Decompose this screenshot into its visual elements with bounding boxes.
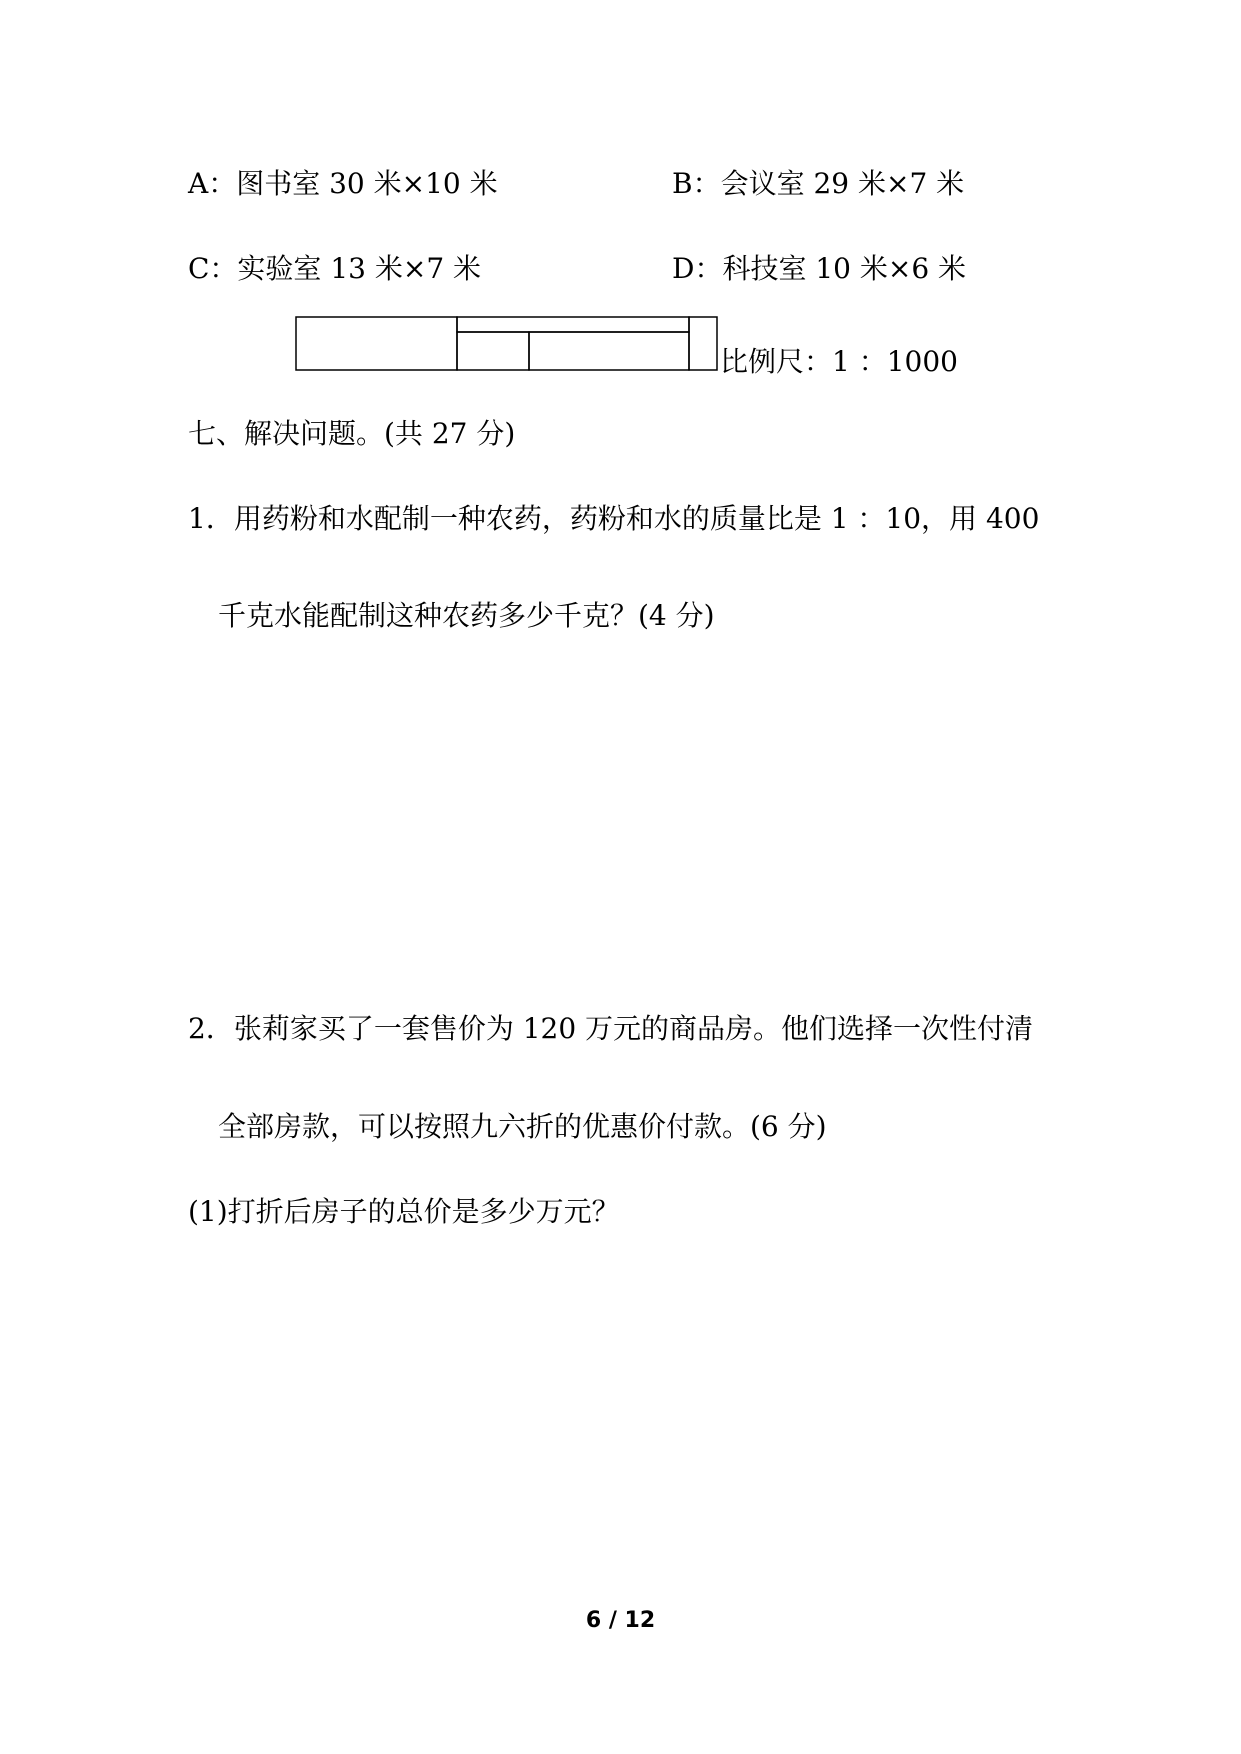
room-large	[296, 317, 457, 370]
room-strip-top	[457, 317, 689, 332]
option-c: C：实验室 13 米×7 米	[188, 252, 482, 285]
scale-label: 比例尺：1 ：1000	[720, 345, 958, 378]
room-medium	[529, 332, 689, 370]
page-number: 6 / 12	[585, 1608, 656, 1633]
question-2-line-1: 2．张莉家买了一套售价为 120 万元的商品房。他们选择一次性付清	[188, 1012, 1034, 1045]
room-small	[457, 332, 529, 370]
option-d: D：科技室 10 米×6 米	[672, 252, 967, 285]
question-1-line-1: 1．用药粉和水配制一种农药，药粉和水的质量比是 1 ：10，用 400	[188, 502, 1040, 535]
option-a: A：图书室 30 米×10 米	[188, 167, 498, 200]
room-narrow	[689, 317, 717, 370]
option-b: B：会议室 29 米×7 米	[672, 167, 965, 200]
floor-plan-svg	[295, 316, 720, 371]
question-2-sub-1: (1)打折后房子的总价是多少万元？	[188, 1195, 620, 1228]
question-1-line-2: 千克水能配制这种农药多少千克？(4 分)	[218, 599, 715, 632]
floor-plan-figure	[295, 316, 720, 371]
question-2-line-2: 全部房款，可以按照九六折的优惠价付款。(6 分)	[218, 1110, 827, 1143]
section-title: 七、解决问题。(共 27 分)	[188, 417, 516, 450]
